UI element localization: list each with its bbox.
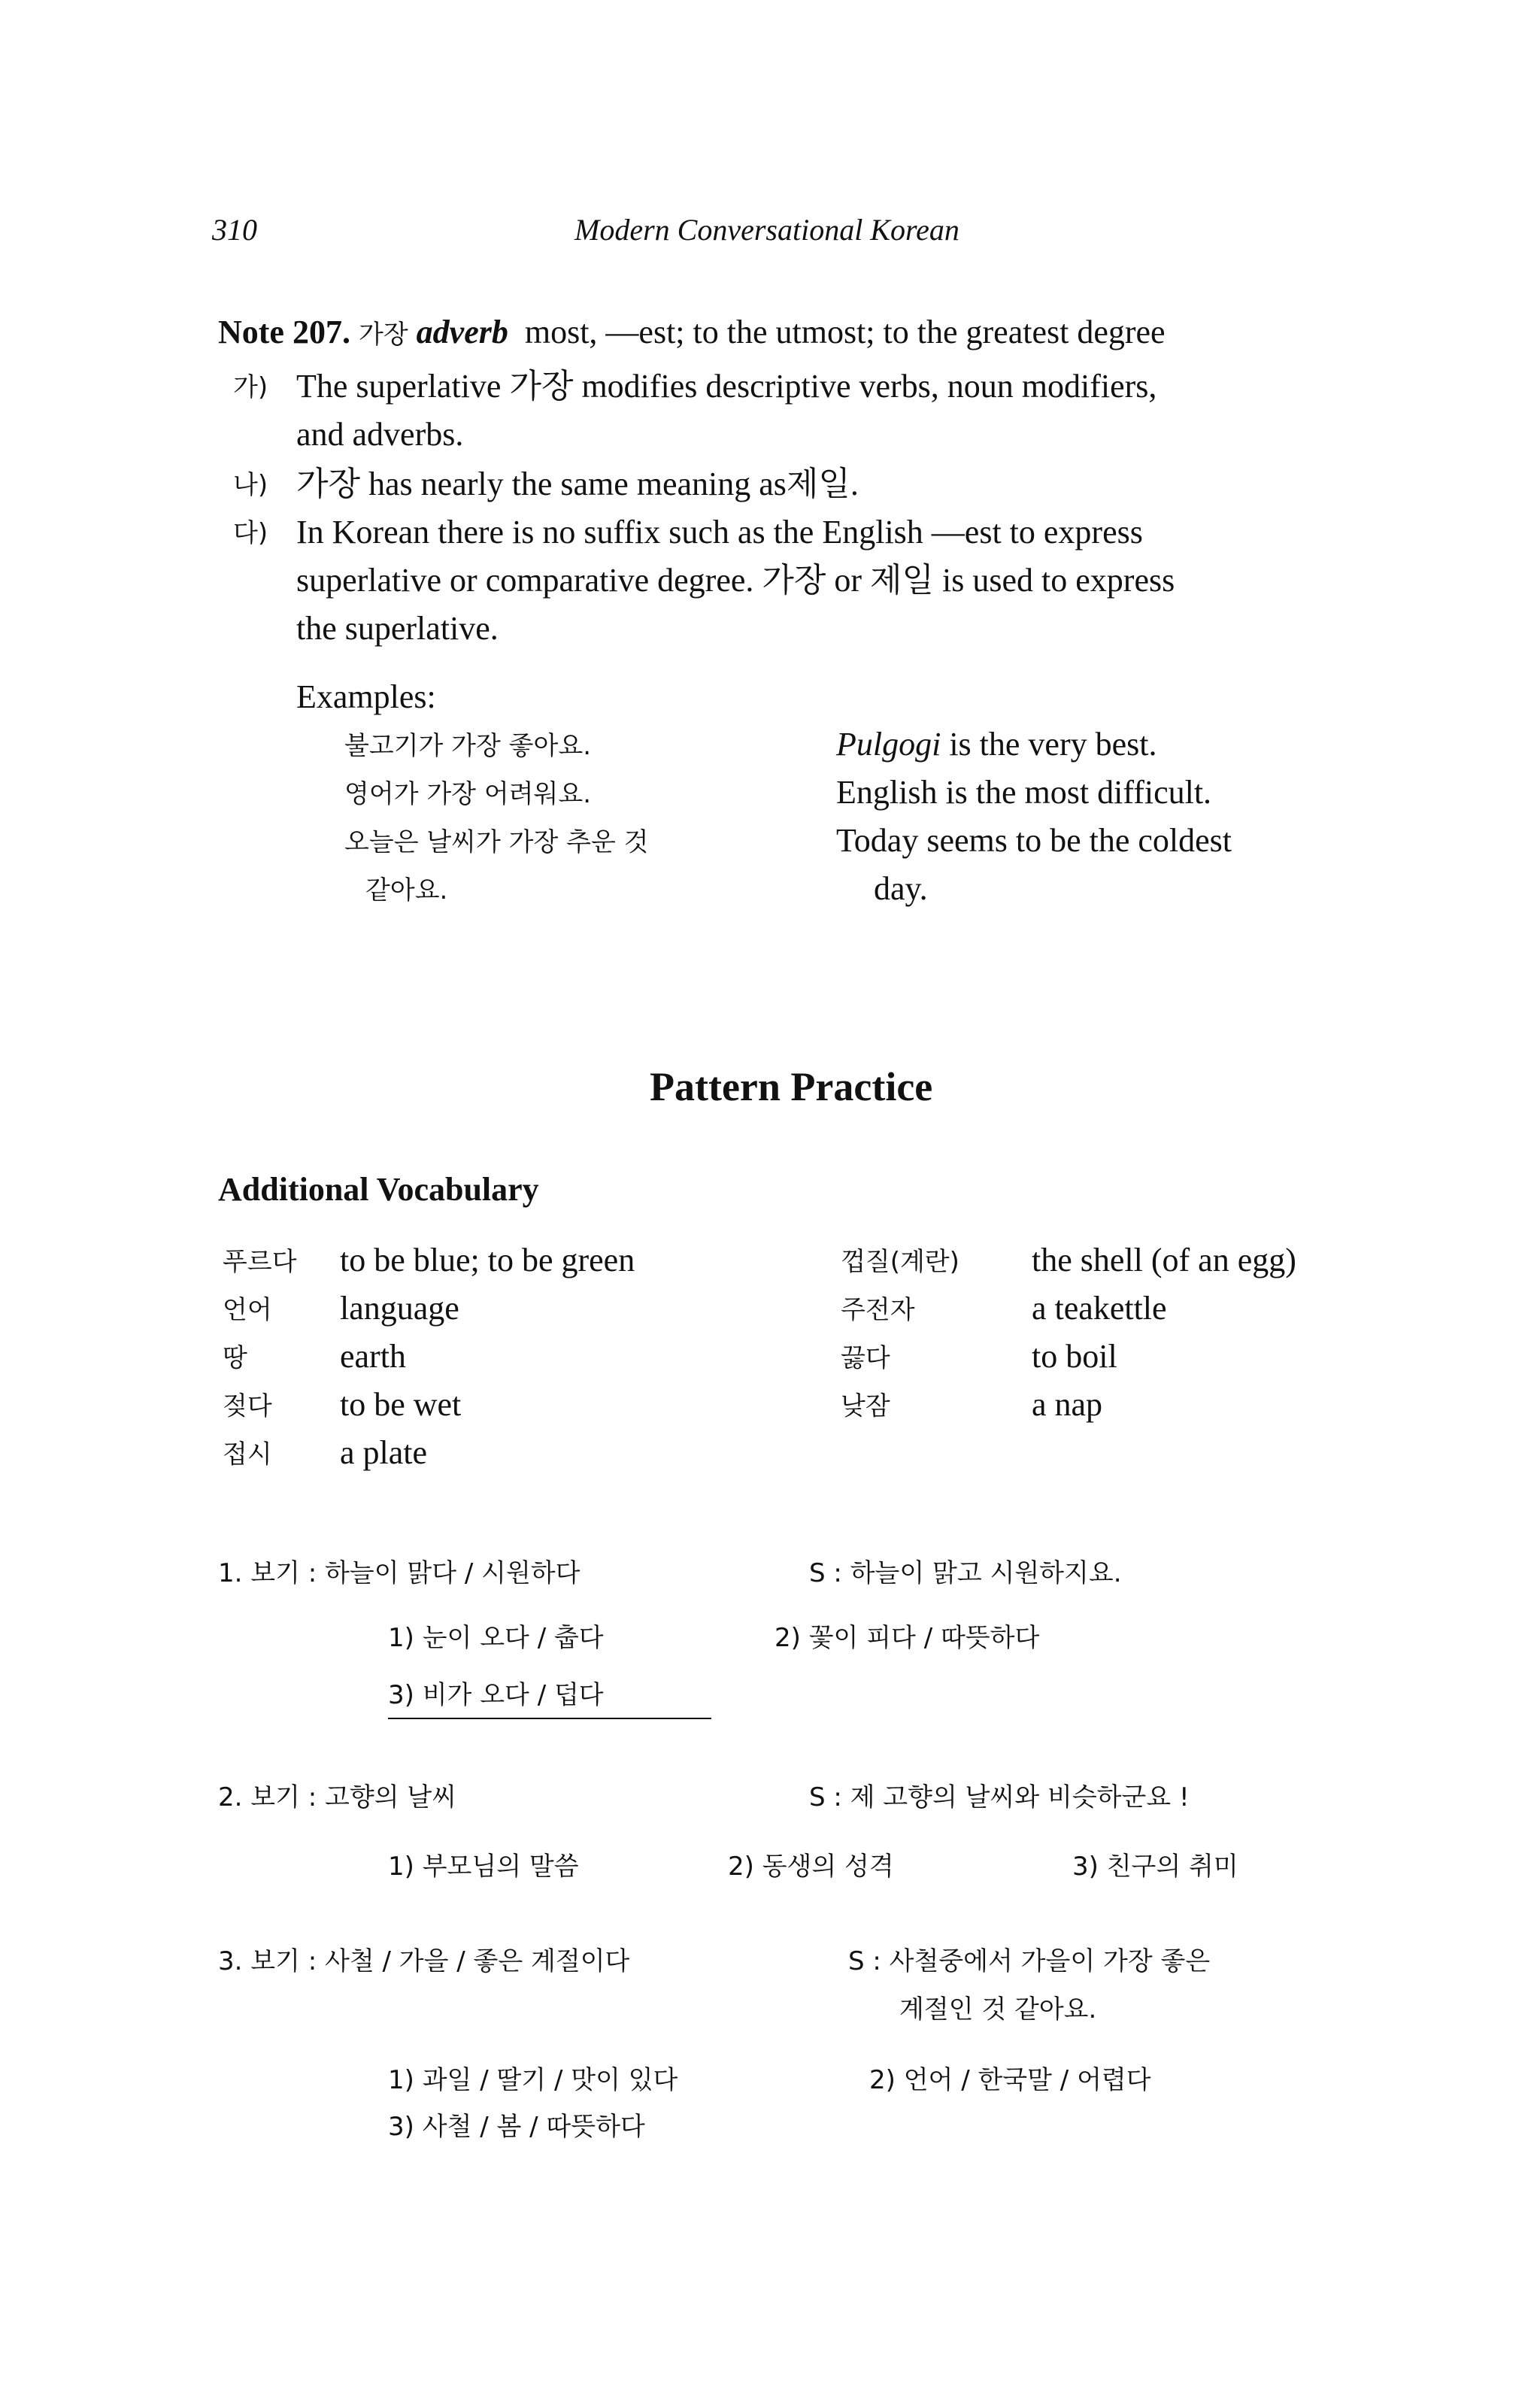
vocab-word: 껍질(계란) <box>841 1247 959 1277</box>
page-number: 310 <box>212 213 257 247</box>
vocab-word: 주전자 <box>841 1295 915 1325</box>
vocab-meaning: the shell (of an egg) <box>1032 1242 1296 1278</box>
example-english: day. <box>874 870 928 907</box>
drill-item: 1) 과일 / 딸기 / 맛이 있다 <box>388 2065 678 2095</box>
section-title: Pattern Practice <box>650 1064 933 1109</box>
examples-label: Examples: <box>296 678 436 715</box>
vocab-meaning: a nap <box>1032 1386 1103 1423</box>
point-text: 가장 has nearly the same meaning as제일. <box>296 466 859 502</box>
vocab-meaning: language <box>340 1290 459 1327</box>
vocab-meaning: a teakettle <box>1032 1290 1167 1327</box>
vocab-meaning: to be blue; to be green <box>340 1242 635 1278</box>
drill-answer: S : 제 고향의 날씨와 비슷하군요 ! <box>809 1782 1190 1812</box>
example-english: Today seems to be the coldest <box>836 822 1232 859</box>
example-english: English is the most difficult. <box>836 774 1212 811</box>
vocab-word: 언어 <box>223 1295 272 1325</box>
drill-prompt: 3. 보기 : 사철 / 가을 / 좋은 계절이다 <box>218 1946 630 1976</box>
point-text: The superlative 가장 modifies descriptive verbs, noun modifiers, <box>296 368 1157 405</box>
drill-item: 1) 눈이 오다 / 춥다 <box>388 1623 604 1653</box>
point-marker: 다) <box>233 518 268 548</box>
example-korean: 영어가 가장 어려워요. <box>344 779 592 809</box>
drill-answer: S : 사철중에서 가을이 가장 좋은 <box>848 1946 1211 1976</box>
vocab-meaning: to boil <box>1032 1338 1117 1375</box>
note-label: Note 207. <box>218 314 350 350</box>
drill-answer: S : 하늘이 맑고 시원하지요. <box>809 1558 1122 1588</box>
drill-prompt: 2. 보기 : 고향의 날씨 <box>218 1782 457 1812</box>
vocab-heading: Additional Vocabulary <box>218 1171 539 1208</box>
example-korean: 불고기가 가장 좋아요. <box>344 731 592 761</box>
drill-item: 3) 친구의 취미 <box>1072 1852 1238 1882</box>
example-korean: 오늘은 날씨가 가장 추운 것 <box>344 827 649 857</box>
vocab-word: 땅 <box>223 1343 247 1373</box>
example-korean: 같아요. <box>365 875 448 905</box>
point-marker: 나) <box>233 470 268 500</box>
drill-item: 2) 동생의 성격 <box>728 1852 894 1882</box>
point-text: superlative or comparative degree. 가장 or 제일 is used to express <box>296 562 1175 599</box>
note-gloss: most, —est; to the utmost; to the greatest degree <box>524 314 1166 350</box>
point-text: the superlative. <box>296 610 499 647</box>
example-term: Pulgogi <box>836 726 941 763</box>
drill-item: 2) 언어 / 한국말 / 어렵다 <box>869 2065 1151 2095</box>
point-text: and adverbs. <box>296 416 464 453</box>
drill-item: 3) 사철 / 봄 / 따뜻하다 <box>388 2112 645 2142</box>
point-marker: 가) <box>233 372 268 402</box>
vocab-word: 푸르다 <box>223 1247 297 1277</box>
note-headword: 가장 <box>358 320 408 350</box>
running-header: Modern Conversational Korean <box>574 213 959 247</box>
vocab-meaning: a plate <box>340 1434 428 1471</box>
drill-prompt: 1. 보기 : 하늘이 맑다 / 시원하다 <box>218 1558 581 1588</box>
vocab-meaning: earth <box>340 1338 406 1375</box>
drill-item: 3) 비가 오다 / 덥다 <box>388 1680 604 1710</box>
drill-item: 1) 부모님의 말씀 <box>388 1852 579 1882</box>
note-line <box>218 308 1166 359</box>
vocab-word: 접시 <box>223 1439 272 1470</box>
note-pos: adverb <box>416 314 508 350</box>
vocab-word: 낮잠 <box>841 1391 890 1421</box>
vocab-word: 끓다 <box>841 1343 890 1373</box>
vocab-meaning: to be wet <box>340 1386 462 1423</box>
answer-rule <box>388 1718 711 1719</box>
drill-item: 2) 꽃이 피다 / 따뜻하다 <box>775 1623 1040 1653</box>
drill-answer: 계절인 것 같아요. <box>899 1994 1097 2025</box>
vocab-word: 젖다 <box>223 1391 272 1421</box>
example-english: Pulgogi is the very best. <box>836 726 1157 763</box>
point-text: In Korean there is no suffix such as the English —est to express <box>296 514 1143 551</box>
